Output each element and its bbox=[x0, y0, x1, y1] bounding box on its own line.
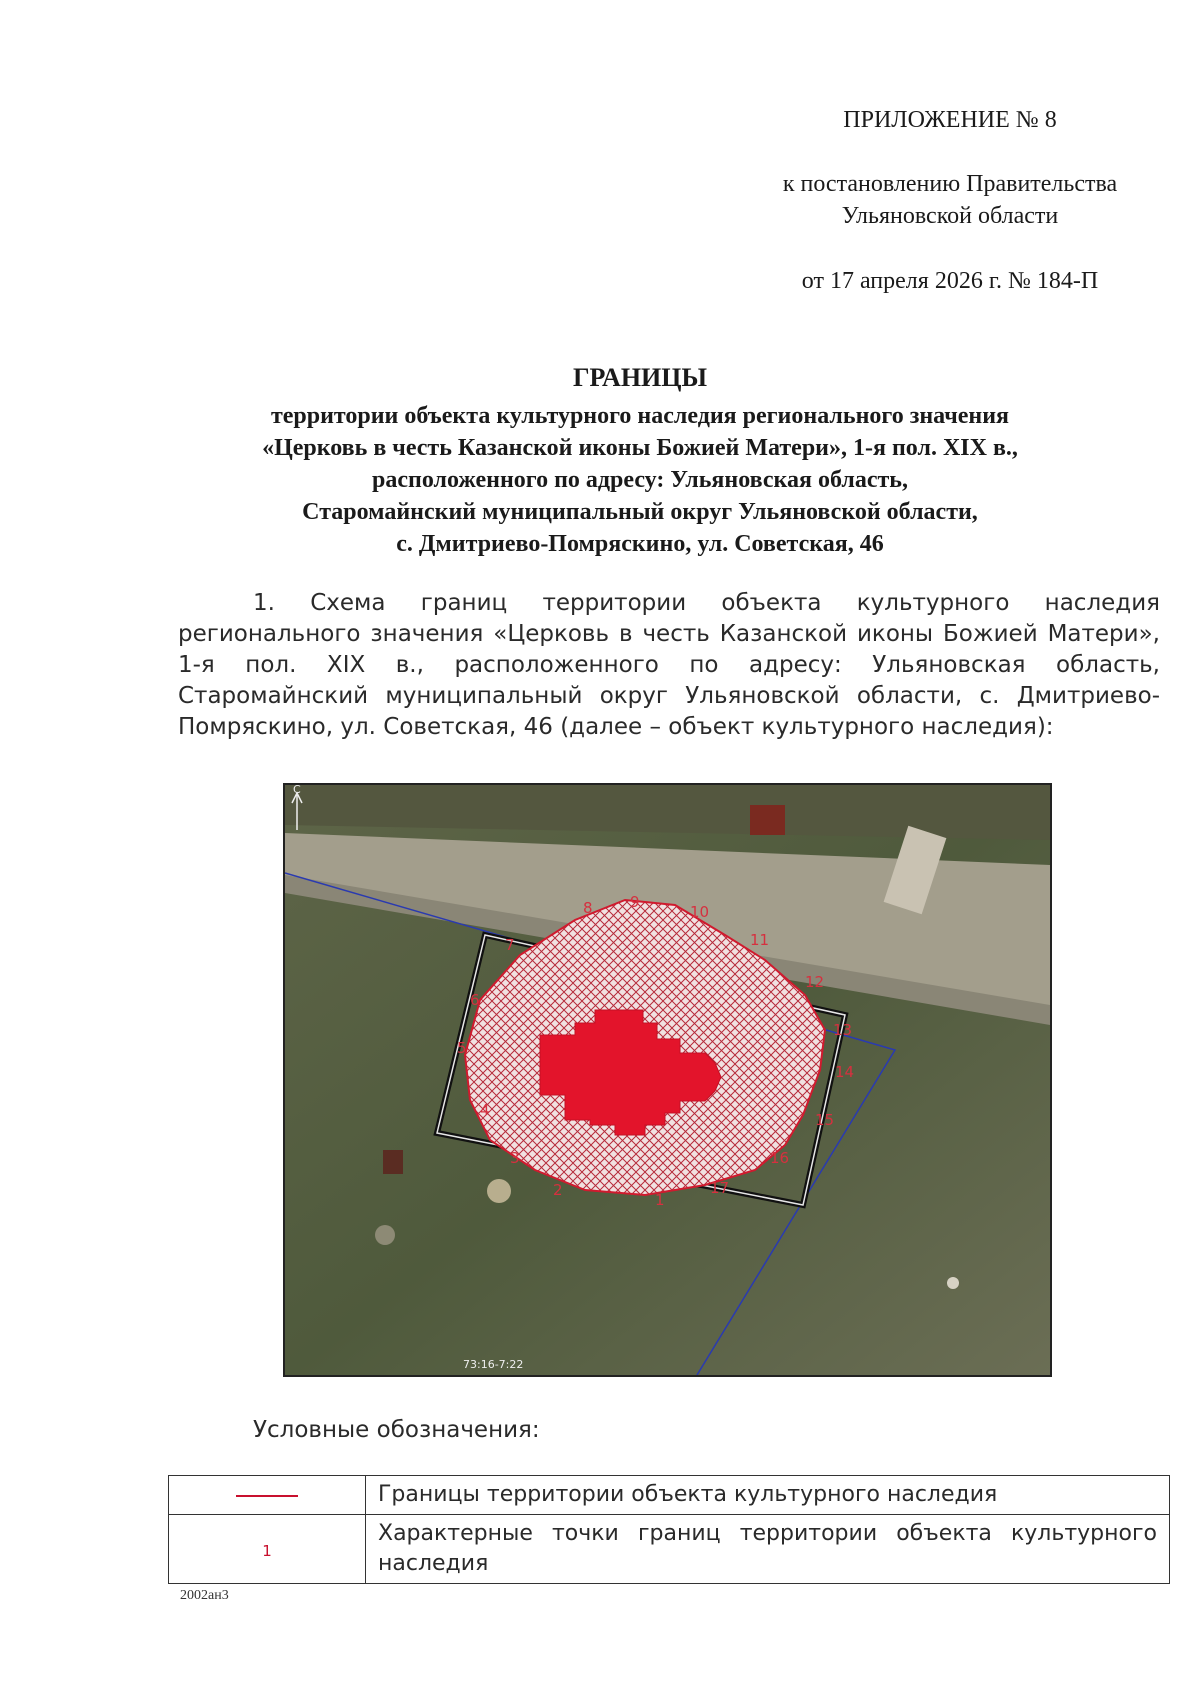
legend-text: Границы территории объекта культурного наследия bbox=[366, 1476, 1170, 1515]
point-label-12: 12 bbox=[805, 973, 825, 991]
point-label-13: 13 bbox=[833, 1021, 853, 1039]
legend-row bbox=[169, 1476, 1170, 1515]
patch bbox=[375, 1225, 395, 1245]
title-line-5: Старомайнский муниципальный округ Ульяновской области, bbox=[302, 499, 978, 525]
legend-heading: Условные обозначения: bbox=[253, 1417, 540, 1443]
title-line-4: расположенного по адресу: Ульяновская область, bbox=[372, 467, 908, 493]
boundary-line-symbol bbox=[236, 1495, 298, 1497]
resolution-ref-line1: к постановлению Правительства bbox=[782, 171, 1118, 197]
legend-text: Характерные точки границ территории объекта культурного наследия bbox=[366, 1515, 1170, 1584]
legend-symbol-line bbox=[169, 1476, 366, 1515]
shed-roof bbox=[750, 805, 785, 835]
patch2 bbox=[947, 1277, 959, 1289]
appendix-number: ПРИЛОЖЕНИЕ № 8 bbox=[843, 107, 1057, 133]
point-label-7: 7 bbox=[505, 936, 515, 954]
resolution-ref-line2: Ульяновской области bbox=[841, 203, 1059, 229]
legend-row bbox=[169, 1515, 1170, 1584]
point-label-15: 15 bbox=[815, 1111, 835, 1129]
point-label-17: 17 bbox=[710, 1179, 730, 1197]
title-line-3: «Церковь в честь Казанской иконы Божией Матери», 1-я пол. XIX в., bbox=[262, 435, 1018, 461]
point-label-6: 6 bbox=[470, 991, 480, 1009]
point-label-3: 3 bbox=[510, 1149, 520, 1167]
point-label-2: 2 bbox=[553, 1181, 563, 1199]
legend-symbol-point bbox=[169, 1515, 366, 1584]
document-code: 2002ан3 bbox=[180, 1588, 229, 1603]
title-line-2: территории объекта культурного наследия регионального значения bbox=[270, 403, 1010, 429]
small-house bbox=[383, 1150, 403, 1174]
title-line-6: с. Дмитриево-Помряскино, ул. Советская, 46 bbox=[396, 531, 884, 557]
resolution-date: от 17 апреля 2026 г. № 184-П bbox=[801, 268, 1099, 294]
point-label-5: 5 bbox=[457, 1039, 467, 1057]
boundary-map bbox=[283, 783, 1052, 1377]
point-label-9: 9 bbox=[630, 893, 640, 911]
document-title bbox=[170, 362, 1110, 560]
point-label-11: 11 bbox=[750, 931, 770, 949]
point-label-14: 14 bbox=[835, 1063, 855, 1081]
title-line-1: ГРАНИЦЫ bbox=[572, 363, 708, 392]
tree bbox=[487, 1179, 511, 1203]
legend-table bbox=[168, 1475, 1170, 1584]
point-label-10: 10 bbox=[690, 903, 710, 921]
scheme-description: 1. Схема границ территории объекта культурного наследия регионального значения «Церковь в честь Казанской иконы Божией Матери», 1-я пол. XIX в., расположенного по адресу: Ульяновская область, Старомайнский муниципальный округ Ульяновской области, с. Дмитриево-Помряскино, ул. Советская, 46 (далее – объект культурного наследия): bbox=[178, 590, 1160, 740]
point-label-8: 8 bbox=[583, 899, 593, 917]
point-label-4: 4 bbox=[480, 1101, 490, 1119]
north-label: С bbox=[293, 785, 301, 796]
map-svg bbox=[285, 785, 1050, 1375]
point-number-symbol: 1 bbox=[262, 1541, 272, 1560]
point-label-16: 16 bbox=[770, 1149, 790, 1167]
point-label-1: 1 bbox=[655, 1191, 665, 1209]
tile-label: 73:16-7:22 bbox=[463, 1358, 524, 1371]
